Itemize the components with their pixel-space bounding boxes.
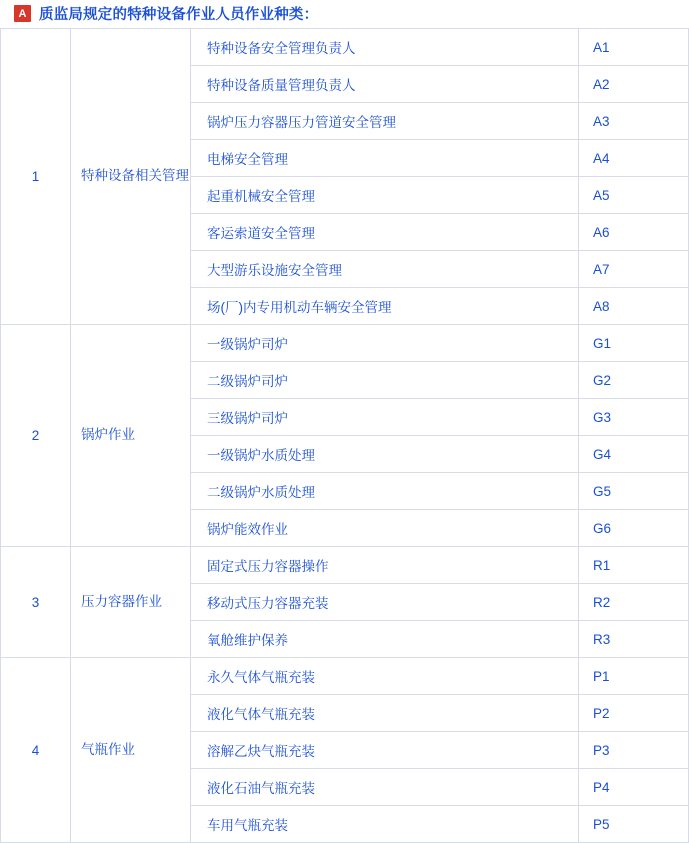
job-code-cell: R3 xyxy=(579,621,689,658)
job-code-cell: P4 xyxy=(579,769,689,806)
job-type-cell: 锅炉压力容器压力管道安全管理 xyxy=(191,103,579,140)
group-number-cell: 2 xyxy=(1,325,71,547)
job-type-cell: 固定式压力容器操作 xyxy=(191,547,579,584)
job-type-cell: 永久气体气瓶充装 xyxy=(191,658,579,695)
group-number-cell: 4 xyxy=(1,658,71,843)
job-code-cell: P5 xyxy=(579,806,689,843)
job-type-cell: 大型游乐设施安全管理 xyxy=(191,251,579,288)
job-type-cell: 一级锅炉水质处理 xyxy=(191,436,579,473)
job-type-cell: 锅炉能效作业 xyxy=(191,510,579,547)
job-code-cell: G2 xyxy=(579,362,689,399)
job-code-cell: P1 xyxy=(579,658,689,695)
job-code-cell: A8 xyxy=(579,288,689,325)
job-code-cell: A1 xyxy=(579,29,689,66)
group-category-cell: 气瓶作业 xyxy=(71,658,191,843)
job-type-cell: 二级锅炉司炉 xyxy=(191,362,579,399)
table-body xyxy=(1,29,689,843)
job-type-cell: 液化石油气瓶充装 xyxy=(191,769,579,806)
job-code-cell: A5 xyxy=(579,177,689,214)
group-category-cell: 锅炉作业 xyxy=(71,325,191,547)
job-code-cell: G1 xyxy=(579,325,689,362)
group-category-cell: 特种设备相关管理 xyxy=(71,29,191,325)
job-code-cell: G4 xyxy=(579,436,689,473)
job-code-cell: A3 xyxy=(579,103,689,140)
job-code-cell: A4 xyxy=(579,140,689,177)
job-code-cell: R1 xyxy=(579,547,689,584)
job-type-cell: 车用气瓶充装 xyxy=(191,806,579,843)
job-type-cell: 氧舱维护保养 xyxy=(191,621,579,658)
special-equipment-types-table xyxy=(0,28,689,843)
job-code-cell: G6 xyxy=(579,510,689,547)
job-type-cell: 客运索道安全管理 xyxy=(191,214,579,251)
job-code-cell: A6 xyxy=(579,214,689,251)
group-category-cell: 压力容器作业 xyxy=(71,547,191,658)
job-type-cell: 一级锅炉司炉 xyxy=(191,325,579,362)
job-type-cell: 特种设备安全管理负责人 xyxy=(191,29,579,66)
job-code-cell: R2 xyxy=(579,584,689,621)
job-code-cell: P3 xyxy=(579,732,689,769)
job-code-cell: A2 xyxy=(579,66,689,103)
job-code-cell: G3 xyxy=(579,399,689,436)
job-type-cell: 移动式压力容器充装 xyxy=(191,584,579,621)
job-type-cell: 特种设备质量管理负责人 xyxy=(191,66,579,103)
job-type-cell: 二级锅炉水质处理 xyxy=(191,473,579,510)
table-row xyxy=(1,29,689,66)
job-type-cell: 溶解乙炔气瓶充装 xyxy=(191,732,579,769)
table-row xyxy=(1,547,689,584)
job-type-cell: 起重机械安全管理 xyxy=(191,177,579,214)
job-code-cell: A7 xyxy=(579,251,689,288)
job-type-cell: 场(厂)内专用机动车辆安全管理 xyxy=(191,288,579,325)
job-type-cell: 液化气体气瓶充装 xyxy=(191,695,579,732)
job-type-cell: 电梯安全管理 xyxy=(191,140,579,177)
group-number-cell: 1 xyxy=(1,29,71,325)
job-code-cell: G5 xyxy=(579,473,689,510)
section-badge: A xyxy=(14,5,31,22)
job-code-cell: P2 xyxy=(579,695,689,732)
page-title: 质监局规定的特种设备作业人员作业种类： xyxy=(39,7,319,23)
job-type-cell: 三级锅炉司炉 xyxy=(191,399,579,436)
section-header xyxy=(0,0,689,27)
table-row xyxy=(1,325,689,362)
group-number-cell: 3 xyxy=(1,547,71,658)
table-row xyxy=(1,658,689,695)
